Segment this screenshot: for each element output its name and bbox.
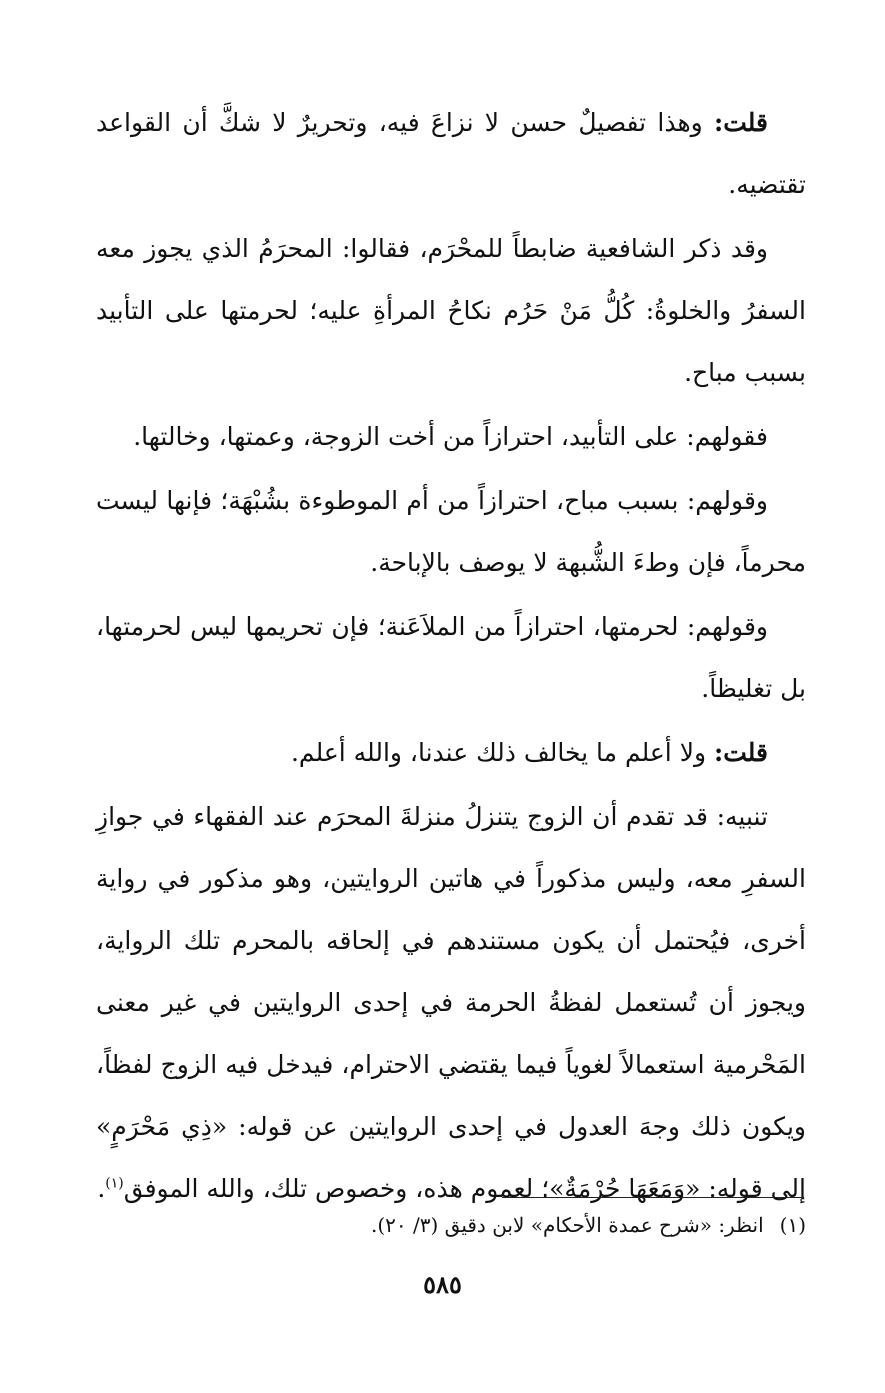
paragraph-4-text: وقولهم: بسبب مباح، احترازاً من أم الموطوءة بشُبْهَة؛ فإنها ليست محرماً، فإن وطءَ الشُّبهة لا يوصف بالإباحة. [96,486,806,577]
footnote [96,1208,806,1242]
main-text [96,92,806,1220]
footnote-number: (١) [779,1213,806,1237]
paragraph-5-text: وقولهم: لحرمتها، احترازاً من الملاَعَنة؛ فإن تحريمها ليس لحرمتها، بل تغليظاً. [96,612,806,703]
paragraph-3 [96,406,806,468]
page-number: ٥٨٥ [423,1270,462,1299]
paragraph-1-lead: قلت: [713,108,768,137]
paragraph-3-text: فقولهم: على التأبيد، احترازاً من أخت الزوجة، وعمتها، وخالتها. [133,422,768,451]
paragraph-6 [96,722,806,784]
paragraph-4 [96,470,806,594]
paragraph-7-text: تنبيه: قد تقدم أن الزوج يتنزلُ منزلةَ المحرَم عند الفقهاء في جوازِ السفرِ معه، وليس مذكوراً في هاتين الروايتين، وهو مذكور في رواية أخرى، فيُحتمل أن يكون مستندهم في إلحاقه بالمحرم تلك الرواية، ويجوز أن تُستعمل لفظةُ الحرمة في إحدى الروايتين في غير معنى المَحْرمية استعمالاً لغوياً فيما يقتضي الاحترام، فيدخل فيه الزوج لفظاً، ويكون ذلك وجهَ العدول في إحدى الروايتين عن قوله: «ذِي مَحْرَمٍ» إلى قوله: «وَمَعَهَا حُرْمَةٌ»؛ لعموم هذه، وخصوص تلك، والله الموفق [96,802,806,1203]
paragraph-7 [96,786,806,1220]
paragraph-6-lead: قلت: [713,738,768,767]
footnote-reference[interactable]: (١) [105,1175,124,1192]
paragraph-2 [96,218,806,404]
paragraph-5 [96,596,806,720]
paragraph-1-text: وهذا تفصيلٌ حسن لا نزاعَ فيه، وتحريرٌ لا شكَّ أن القواعد تقتضيه. [96,108,806,199]
paragraph-1 [96,92,806,216]
paragraph-7-tail: . [97,1174,106,1203]
paragraph-6-text: ولا أعلم ما يخالف ذلك عندنا، والله أعلم. [290,738,707,767]
footnote-divider [502,1197,804,1198]
paragraph-2-text: وقد ذكر الشافعية ضابطاً للمحْرَم، فقالوا: المحرَمُ الذي يجوز معه السفرُ والخلوةُ: كُلُّ مَنْ حَرُم نكاحُ المرأةِ عليه؛ لحرمتها على التأبيد بسبب مباح. [96,234,806,387]
footnote-text: انظر: «شرح عمدة الأحكام» لابن دقيق (٣/ ٢٠). [370,1213,764,1237]
